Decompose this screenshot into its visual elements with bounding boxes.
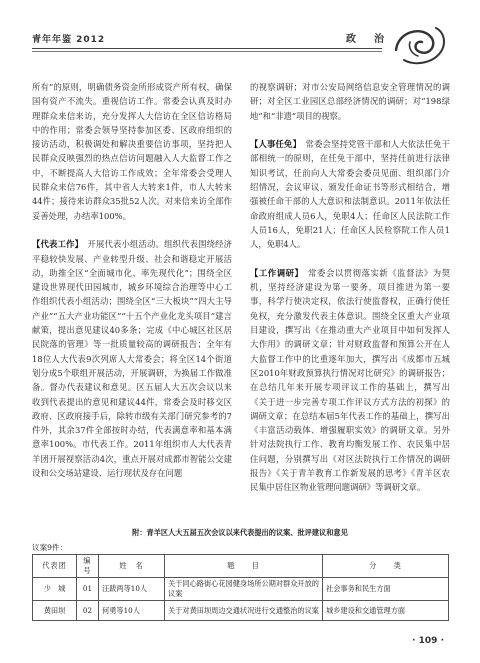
paragraph-research — [250, 266, 450, 495]
table-note: 议案9件： — [32, 543, 68, 552]
research-body: 常委会以贯彻落实新《监督法》为契机，坚持经济建设为第一要务，项目推进为第一要事，科学行使决定权，依法行使监督权，正确行使任免权，充分激发代表主体意识。围绕全区重大产业项目建设，撰写出《在推动重大产业项目中如何发挥人大作用》的调研文章；针对财政监督和预算公开在人大监督工作中的比重逐年加大，撰写出《成都市五城区2010年财政预算执行情况对比研究》的调研报告；在总结几年来开展专项评议工作的基础上，撰写出《关于进一步完善专项工作评议方式方法的初探》的调研文章；在总结本届5年代表工作的基础上，撰写出《丰富活动载体、增强履职实效》的调研文章。另外针对法院执行工作、教育均衡发展工作、农民集中居住问题，分别撰写出《对区法院执行工作情况的调研报告》《关于青羊教育工作新发展的思考》《青羊区农民集中居住区物业管理问题调研》等调研文章。 — [250, 267, 451, 493]
cell-name: 何勇等10人 — [99, 601, 165, 621]
cell-number: 02 — [77, 601, 99, 621]
header-yearbook-title: 青年年鉴 2012 — [32, 35, 106, 45]
swirl-ornament-icon — [390, 20, 448, 70]
header-section-title: 政 治 — [346, 34, 388, 45]
cell-number: 01 — [77, 578, 99, 601]
right-column — [250, 80, 450, 495]
left-column — [32, 80, 232, 480]
header-title: 题 目 — [165, 555, 323, 578]
paragraph-inspection-continued: 的视察调研；对市公安局网络信息安全管理情况的调研；对全区工业园区总部经济情况的调研；对“198绿地”和“非遗”项目的视察。 — [250, 82, 450, 121]
cell-title: 关于同心路街心花园健身场所公期对群众开放的议案 — [165, 578, 323, 601]
section-heading-personnel: 【人事任免】 — [250, 139, 297, 150]
header-rule-thin — [32, 51, 382, 52]
paragraph-personnel — [250, 137, 450, 251]
cell-category: 城乡建设和交通管理方面 — [323, 601, 449, 621]
proposals-table — [32, 554, 449, 621]
table-caption: 附：青羊区人大五届五次会议以来代表提出的议案、批评建议和意见 — [132, 528, 348, 537]
table-row — [33, 578, 449, 601]
deputy-work-body: 开展代表小组活动。组织代表围绕经济平稳较快发展、产业转型升级、社会和谐稳定开展活动，助推全区“全面城市化、率先现代化”；围绕全区建设世界现代田园城市，城乡环境综合治理等中心工作组织代表小组活动；围绕全区“三大板块”“四大主导产业”“五大产业功能区”“十五个产业化龙头项目”建言献策，提出意见建议40多条；完成《中心城区社区居民院落的管理》等一批质量较高的调研报告；全年有18位人大代表9次列席人大常委会；将全区14个街道划分成5个联组开展活动，开展调研，为换届工作做准备。督办代表建议和意见。区五届人大五次会议以来收到代表提出的意见和建议44件，常委会及时移交区政府、区政府接手后，除转市级有关部门研究参考的7件外，其余37件全部按时办结，代表满意率和基本满意率100%。市代表工作。2011年组织市人大代表青羊团开展视察活动4次，重点开展对成都市智能公交建设和公交场站建设、运行现状及存在问题 — [32, 239, 233, 479]
personnel-body: 常委会坚持党管干部和人大依法任免干部相统一的原则，在任免干部中，坚持任前进行法律知识考试，任前向人大常委会委员见面、组织部门介绍情况，会议审议、颁发任命证书等形式相结合，增强被任命干部的人大意识和法制意识。2011年依法任命政府组成人员6人，免职4人；任命区人民法院工作人员16人，免职21人；任命区人民检察院工作人员1人，免职4人。 — [250, 139, 451, 250]
paragraph-petition-work: 所有”的原则，明确债务资金所形成资产所有权，确保国有资产不流失。重视信访工作。常委会认真及时办理群众来信来访，充分发挥人大信访在全区信访格局中的作用；常委会领导坚持参加区委、区政府组织的接访活动，积极调处和解决重要信访事项，坚持把人民群众反映强烈的热点信访问题融入人大监督工作之中，不断提高人大信访工作成效；全年常委会受理人民群众来信76件，其中省人大转来1件，市人大转来44件；接待来访群众35批52人次。对来信来访全部作妥善处理，办结率100%。 — [32, 82, 232, 221]
paragraph-deputy-work — [32, 237, 232, 480]
header-delegation: 代表团 — [33, 555, 77, 578]
cell-name: 汪跋两等10人 — [99, 578, 165, 601]
cell-delegation: 黄田坝 — [33, 601, 77, 621]
table-row — [33, 601, 449, 621]
section-heading-research: 【工作调研】 — [250, 267, 300, 278]
cell-category: 社会事务和民生方面 — [323, 578, 449, 601]
cell-title: 关于对黄田坝周边交通状况进行交通整治的议案 — [165, 601, 323, 621]
page-number: · 109 · — [412, 636, 444, 646]
running-header — [32, 20, 448, 72]
header-rule — [32, 48, 382, 49]
cell-delegation: 少 城 — [33, 578, 77, 601]
header-category: 分 类 — [323, 555, 449, 578]
table-header-row — [33, 555, 449, 578]
section-heading-deputy-work: 【代表工作】 — [32, 239, 79, 250]
header-name: 姓 名 — [99, 555, 165, 578]
header-number: 编 号 — [77, 555, 99, 578]
